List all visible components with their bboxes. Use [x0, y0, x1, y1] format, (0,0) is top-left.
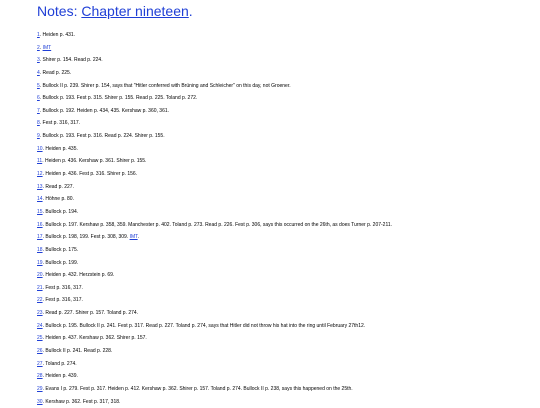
note-text: Bullock p. 193. Fest p. 315. Shirer p. 155. Read p. 225. Toland p. 272. — [41, 95, 198, 102]
title-prefix: Notes: — [37, 3, 82, 19]
note-item: 30. Kershaw p. 362. Fest p. 317, 318. — [37, 398, 121, 405]
note-item: 8. Fest p. 316, 317. — [37, 120, 81, 127]
source-link[interactable]: IMT — [42, 44, 52, 51]
note-number-link[interactable]: 19 — [37, 259, 43, 266]
note-text: Fest p. 316, 317. — [43, 284, 83, 291]
note-number-link[interactable]: 4 — [37, 69, 40, 76]
note-number-link[interactable]: 27 — [37, 360, 43, 367]
note-number-link[interactable]: 25 — [37, 335, 43, 342]
note-text: Heiden p. 435. — [43, 145, 78, 152]
note-number-link[interactable]: 3 — [37, 57, 40, 64]
note-item: 6. Bullock p. 193. Fest p. 315. Shirer p. 155. Read p. 225. Toland p. 272. — [37, 95, 198, 102]
note-text: Heiden p. 437. Kershaw p. 362. Shirer p. 157. — [43, 335, 147, 342]
note-text: Bullock II p. 239. Shirer p. 154, says that "Hitler conferred with Brüning and Schleicher" on this day, not Groener. — [41, 82, 291, 89]
note-text: Heiden p. 436. Kershaw p. 361. Shirer p. 155. — [43, 158, 147, 165]
note-number-link[interactable]: 24 — [37, 322, 43, 329]
note-number-link[interactable]: 26 — [37, 348, 43, 355]
note-number-link[interactable]: 23 — [37, 310, 43, 317]
note-text: Bullock p. 195. Bullock II p. 241. Fest p. 317. Read p. 227. Toland p. 274, says that Hitler did not throw his hat into the ring until February 27th12. — [43, 322, 366, 329]
note-item: 14. Höhne p. 80. — [37, 196, 74, 203]
note-number-link[interactable]: 11 — [37, 158, 43, 165]
note-number-link[interactable]: 15 — [37, 208, 43, 215]
note-number-link[interactable]: 21 — [37, 284, 43, 291]
note-text: Bullock p. 193. Fest p. 316. Read p. 224. Shirer p. 155. — [41, 133, 165, 140]
note-number-link[interactable]: 6 — [37, 95, 40, 102]
note-item: 26. Bullock II p. 241. Read p. 228. — [37, 348, 113, 355]
note-item: 4. Read p. 225. — [37, 69, 72, 76]
note-text: Heiden p. 439. — [43, 373, 78, 380]
note-item: 25. Heiden p. 437. Kershaw p. 362. Shirer p. 157. — [37, 335, 147, 342]
note-number-link[interactable]: 22 — [37, 297, 43, 304]
note-text: Bullock II p. 241. Read p. 228. — [43, 348, 113, 355]
note-number-link[interactable]: 18 — [37, 246, 43, 253]
note-item: 2. IMT — [37, 44, 52, 51]
note-text: Bullock p. 192. Heiden p. 434, 435. Kershaw p. 360, 361. — [41, 107, 170, 114]
note-item: 13. Read p. 227. — [37, 183, 74, 190]
note-number-link[interactable]: 8 — [37, 120, 40, 127]
note-number-link[interactable]: 13 — [37, 183, 43, 190]
note-item: 11. Heiden p. 436. Kershaw p. 361. Shirer p. 155. — [37, 158, 147, 165]
note-text: Shirer p. 154. Read p. 224. — [41, 57, 103, 64]
note-text: Read p. 227. — [43, 183, 74, 190]
note-text: Kershaw p. 362. Fest p. 317, 318. — [43, 398, 121, 405]
note-item: 19. Bullock p. 199. — [37, 259, 79, 266]
note-item: 18. Bullock p. 175. — [37, 246, 79, 253]
note-item: 10. Heiden p. 435. — [37, 145, 78, 152]
note-text: Bullock p. 199. — [43, 259, 79, 266]
note-item: 28. Heiden p. 439. — [37, 373, 78, 380]
note-number-link[interactable]: 5 — [37, 82, 40, 89]
note-number-link[interactable]: 1 — [37, 32, 40, 38]
note-text-after: . — [137, 234, 140, 241]
page-title — [37, 2, 193, 20]
note-number-link[interactable]: 30 — [37, 398, 43, 405]
note-item: 29. Evans I p. 279. Fest p. 317. Heiden p. 412. Kershaw p. 362. Shirer p. 157. Toland p. 274. Bullock II p. 238, says this happened on the 25th. — [37, 385, 353, 392]
note-text: Heiden p. 436. Fest p. 316. Shirer p. 156. — [43, 171, 138, 178]
note-number-link[interactable]: 20 — [37, 272, 43, 279]
note-text: Bullock p. 198, 199. Fest p. 308, 309. — [43, 234, 130, 241]
note-text: Read p. 225. — [41, 69, 72, 76]
note-text: Bullock p. 197. Kershaw p. 358, 359. Manchester p. 402. Toland p. 273. Read p. 226. Fest p. 306, says this occurred on the 26th, as does Turner p. 207-211. — [43, 221, 393, 228]
note-item: 7. Bullock p. 192. Heiden p. 434, 435. Kershaw p. 360, 361. — [37, 107, 170, 114]
source-link[interactable]: IMT — [129, 234, 138, 241]
note-text: Heiden p. 431. — [41, 32, 76, 38]
note-item: 24. Bullock p. 195. Bullock II p. 241. Fest p. 317. Read p. 227. Toland p. 274, says that Hitler did not throw his hat into the ring until February 27th12. — [37, 322, 366, 329]
note-item: 15. Bullock p. 194. — [37, 208, 79, 215]
note-number-link[interactable]: 17 — [37, 234, 43, 241]
note-number-link[interactable]: 10 — [37, 145, 43, 152]
note-number-link[interactable]: 2 — [37, 44, 40, 51]
note-item: 12. Heiden p. 436. Fest p. 316. Shirer p. 156. — [37, 171, 138, 178]
note-item: 5. Bullock II p. 239. Shirer p. 154, says that "Hitler conferred with Brüning and Schleicher" on this day, not Groener. — [37, 82, 291, 89]
title-suffix: . — [188, 3, 193, 19]
note-item: 20. Heiden p. 432. Herzstein p. 69. — [37, 272, 115, 279]
note-number-link[interactable]: 16 — [37, 221, 43, 228]
note-item: 22. Fest p. 316, 317. — [37, 297, 83, 304]
note-item: 17. Bullock p. 198, 199. Fest p. 308, 309. IMT. — [37, 234, 140, 241]
chapter-link[interactable]: Chapter nineteen — [81, 3, 189, 19]
note-text: Fest p. 316, 317. — [41, 120, 81, 127]
note-text: Toland p. 274. — [43, 360, 77, 367]
note-number-link[interactable]: 29 — [37, 385, 43, 392]
note-item: 21. Fest p. 316, 317. — [37, 284, 83, 291]
note-item: 16. Bullock p. 197. Kershaw p. 358, 359. Manchester p. 402. Toland p. 273. Read p. 226. Fest p. 306, says this occurred on the 26th, as does Turner p. 207-211. — [37, 221, 393, 228]
note-text: Fest p. 316, 317. — [43, 297, 83, 304]
note-text: Evans I p. 279. Fest p. 317. Heiden p. 412. Kershaw p. 362. Shirer p. 157. Toland p. 274. Bullock II p. 238, says this happened on the 25th. — [43, 385, 353, 392]
note-number-link[interactable]: 12 — [37, 171, 43, 178]
note-item: 27. Toland p. 274. — [37, 360, 77, 367]
note-text: Heiden p. 432. Herzstein p. 69. — [43, 272, 115, 279]
notes-list — [37, 29, 532, 408]
note-number-link[interactable]: 14 — [37, 196, 43, 203]
note-text: Höhne p. 80. — [43, 196, 74, 203]
note-item: 23. Read p. 227. Shirer p. 157. Toland p. 274. — [37, 310, 139, 317]
note-number-link[interactable]: 9 — [37, 133, 40, 140]
note-number-link[interactable]: 28 — [37, 373, 43, 380]
note-item: 1. Heiden p. 431. — [37, 32, 76, 38]
note-item: 9. Bullock p. 193. Fest p. 316. Read p. 224. Shirer p. 155. — [37, 133, 165, 140]
note-item: 3. Shirer p. 154. Read p. 224. — [37, 57, 103, 64]
note-text: Bullock p. 194. — [43, 208, 79, 215]
note-number-link[interactable]: 7 — [37, 107, 40, 114]
note-text: Bullock p. 175. — [43, 246, 79, 253]
note-text: Read p. 227. Shirer p. 157. Toland p. 274. — [43, 310, 139, 317]
